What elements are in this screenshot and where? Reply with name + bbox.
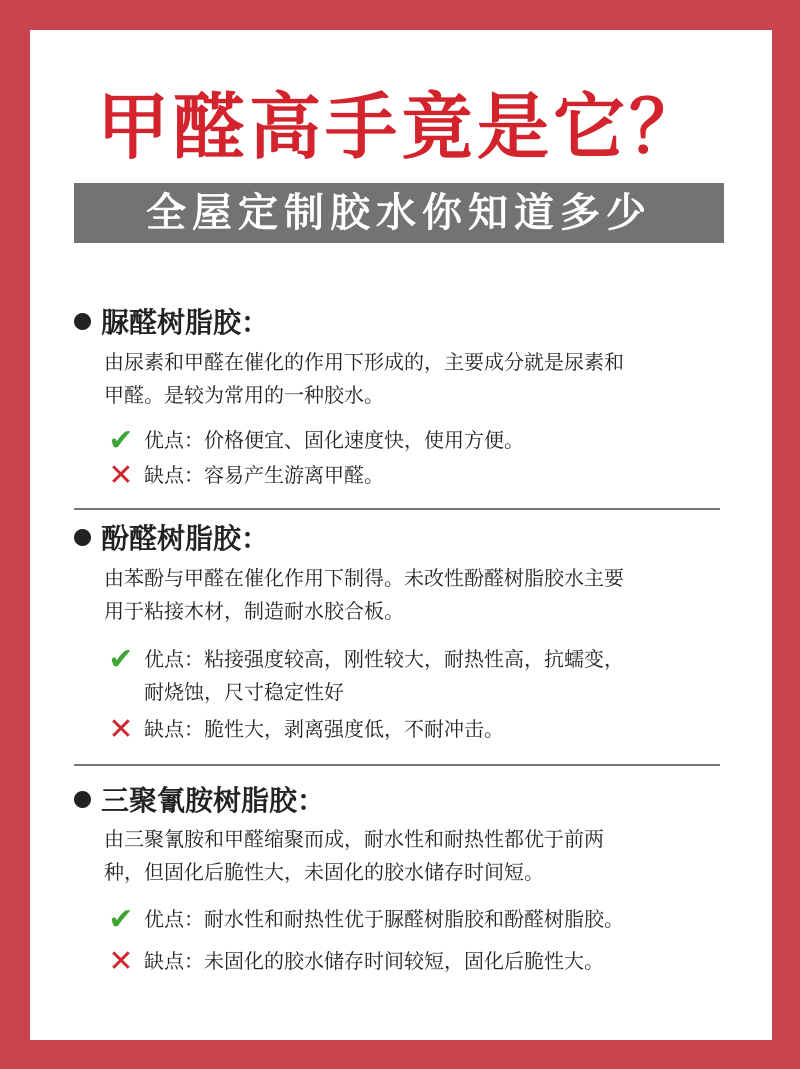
section-heading bbox=[74, 517, 269, 557]
section-divider bbox=[74, 508, 720, 510]
section-heading bbox=[74, 779, 325, 819]
section-heading-text: 三聚氰胺树脂胶： bbox=[101, 784, 326, 817]
content-card bbox=[30, 30, 772, 1040]
section-description bbox=[104, 346, 704, 412]
cross-icon: ✕ bbox=[108, 458, 134, 493]
cons-text: 缺点：未固化的胶水储存时间较短，固化后脆性大。 bbox=[144, 949, 604, 973]
cross-icon: ✕ bbox=[108, 944, 134, 979]
cons-text: 缺点：容易产生游离甲醛。 bbox=[144, 463, 384, 487]
pros-text bbox=[144, 903, 624, 936]
section-heading-text: 脲醛树脂胶： bbox=[101, 306, 270, 339]
subtitle-banner: 全屋定制胶水你知道多少 bbox=[74, 183, 724, 243]
section-heading bbox=[74, 301, 269, 341]
section-description bbox=[104, 562, 704, 628]
bullet-icon bbox=[74, 313, 91, 330]
pros-text bbox=[144, 424, 524, 457]
cons-text: 缺点：脆性大，剥离强度低，不耐冲击。 bbox=[144, 717, 504, 741]
section-description bbox=[104, 823, 704, 889]
pros-text bbox=[144, 643, 624, 709]
page-title: 甲醛高手竟是它？ bbox=[96, 85, 705, 169]
description-line: 甲醛。是较为常用的一种胶水。 bbox=[104, 383, 384, 407]
description-line: 种，但固化后脆性大，未固化的胶水储存时间短。 bbox=[104, 860, 544, 884]
pros-line: 优点：价格便宜、固化速度快，使用方便。 bbox=[144, 428, 524, 452]
description-line: 由三聚氰胺和甲醛缩聚而成，耐水性和耐热性都优于前两 bbox=[104, 827, 604, 851]
check-icon: ✔ bbox=[108, 423, 134, 458]
section-divider bbox=[74, 764, 720, 766]
bullet-icon bbox=[74, 529, 91, 546]
pros-line: 耐烧蚀，尺寸稳定性好 bbox=[144, 680, 344, 704]
description-line: 由苯酚与甲醛在催化作用下制得。未改性酚醛树脂胶水主要 bbox=[104, 566, 624, 590]
bullet-icon bbox=[74, 791, 91, 808]
check-icon: ✔ bbox=[108, 642, 134, 677]
pros-line: 优点：耐水性和耐热性优于脲醛树脂胶和酚醛树脂胶。 bbox=[144, 907, 624, 931]
pros-line: 优点：粘接强度较高，刚性较大，耐热性高，抗蠕变， bbox=[144, 647, 624, 671]
cross-icon: ✕ bbox=[108, 712, 134, 747]
description-line: 由尿素和甲醛在催化的作用下形成的，主要成分就是尿素和 bbox=[104, 350, 624, 374]
check-icon: ✔ bbox=[108, 902, 134, 937]
description-line: 用于粘接木材，制造耐水胶合板。 bbox=[104, 599, 404, 623]
section-heading-text: 酚醛树脂胶： bbox=[101, 522, 270, 555]
